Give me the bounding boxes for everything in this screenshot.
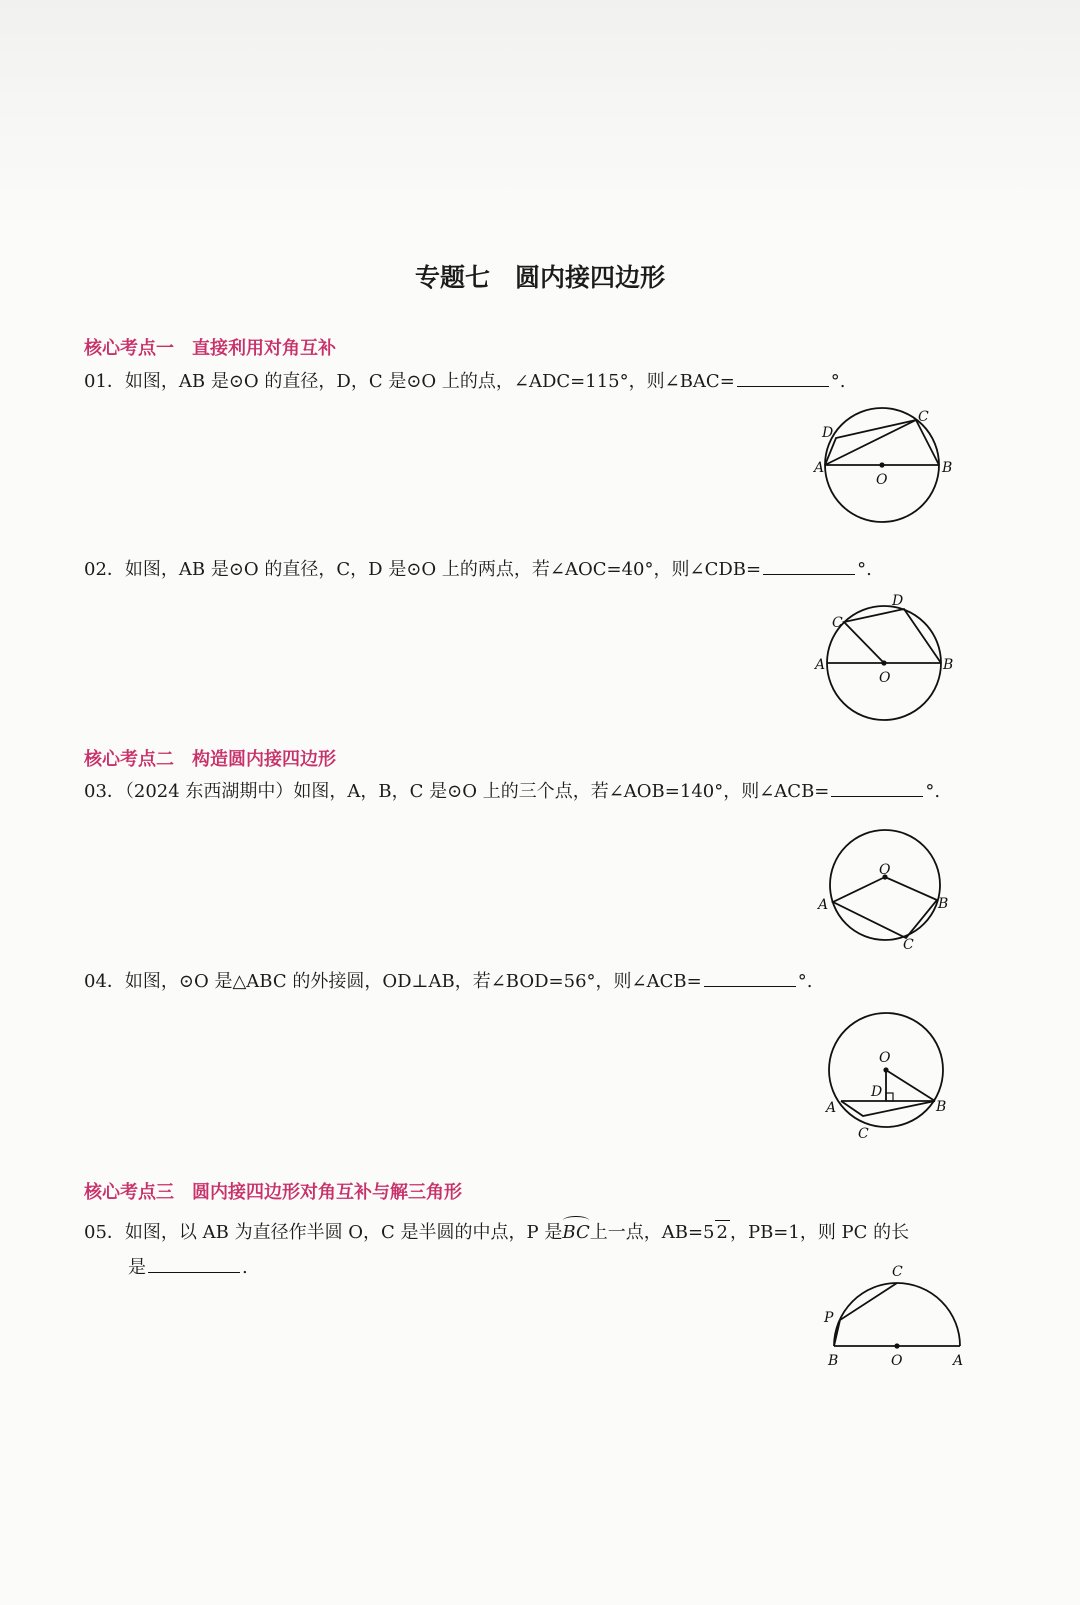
- figure-03: [815, 825, 960, 955]
- question-01: [84, 368, 846, 394]
- question-text-end: °.: [925, 781, 941, 802]
- question-04: [84, 968, 812, 994]
- question-02: [84, 556, 872, 582]
- label-a: A: [826, 1100, 837, 1116]
- question-05: [84, 1220, 909, 1245]
- semicircle-arc: [834, 1283, 960, 1346]
- label-o: O: [879, 862, 891, 878]
- label-c: C: [892, 1264, 903, 1280]
- quadrilateral-oacb: [833, 877, 937, 938]
- answer-blank[interactable]: [148, 1254, 240, 1273]
- label-o: O: [876, 472, 888, 488]
- answer-blank[interactable]: [763, 556, 855, 575]
- segments-bpc: [834, 1283, 897, 1346]
- question-text-cont: 是: [128, 1257, 146, 1278]
- question-number: 03．: [84, 781, 125, 802]
- label-b: B: [938, 896, 949, 912]
- figure-02: [812, 595, 957, 720]
- answer-blank[interactable]: [737, 368, 829, 387]
- label-c: C: [832, 615, 843, 631]
- question-number: 01．: [84, 371, 125, 392]
- label-p: P: [824, 1310, 834, 1326]
- section-3-heading: 核心考点三 圆内接四边形对角互补与解三角形: [84, 1182, 462, 1203]
- label-d: D: [871, 1084, 883, 1100]
- figure-01: [812, 405, 957, 530]
- figure-04: [815, 1012, 960, 1147]
- center-point: [879, 462, 884, 467]
- question-number: 05．: [84, 1222, 125, 1243]
- sqrt-value: 2: [716, 1222, 728, 1243]
- label-b: B: [942, 460, 953, 476]
- question-text: 如图，以 AB 为直径作半圆 O，C 是半圆的中点，P 是: [124, 1222, 563, 1243]
- scan-faded-header: [0, 0, 1080, 230]
- label-a: A: [814, 460, 825, 476]
- question-text: 如图，⊙O 是△ABC 的外接圆，OD⊥AB，若∠BOD=56°，则∠ACB=: [124, 971, 702, 992]
- label-c: C: [918, 409, 929, 425]
- question-05-cont: [128, 1254, 248, 1280]
- question-text-mid: 上一点，AB=5: [589, 1222, 715, 1243]
- label-o: O: [891, 1353, 903, 1369]
- question-03: [84, 778, 940, 804]
- question-number: 02．: [84, 559, 125, 580]
- right-angle-mark: [886, 1093, 893, 1101]
- question-text: （2024 东西湖期中）如图，A，B，C 是⊙O 上的三个点，若∠AOB=140°，则∠ACB=: [124, 781, 830, 802]
- label-o: O: [879, 1050, 891, 1066]
- question-number: 04．: [84, 971, 125, 992]
- question-text: 如图，AB 是⊙O 的直径，D，C 是⊙O 上的点，∠ADC=115°，则∠BAC=: [124, 371, 735, 392]
- label-a: A: [818, 897, 829, 913]
- segments-acb: [841, 1101, 935, 1116]
- question-text-end: .: [242, 1257, 248, 1278]
- section-2-heading: 核心考点二 构造圆内接四边形: [84, 749, 336, 770]
- center-point: [883, 1067, 888, 1072]
- question-text-end: °.: [797, 971, 813, 992]
- answer-blank[interactable]: [831, 778, 923, 797]
- label-c: C: [903, 937, 914, 953]
- answer-blank[interactable]: [704, 968, 796, 987]
- label-b: B: [943, 657, 954, 673]
- arc-notation: BC: [562, 1222, 590, 1243]
- circle: [830, 830, 940, 940]
- center-point: [881, 660, 886, 665]
- label-d: D: [892, 593, 904, 609]
- page-title: 专题七 圆内接四边形: [414, 263, 665, 292]
- question-text-tail: ，PB=1，则 PC 的长: [729, 1222, 910, 1243]
- quadrilateral-adcb: [825, 420, 939, 465]
- section-1-heading: 核心考点一 直接利用对角互补: [84, 338, 336, 359]
- question-text: 如图，AB 是⊙O 的直径，C，D 是⊙O 上的两点，若∠AOC=40°，则∠CDB=: [124, 559, 762, 580]
- label-a: A: [815, 657, 826, 673]
- polyline-ocdb: [844, 609, 941, 663]
- label-d: D: [822, 425, 834, 441]
- question-text-end: °.: [857, 559, 872, 580]
- label-o: O: [879, 670, 891, 686]
- label-a: A: [953, 1353, 964, 1369]
- label-b: B: [828, 1353, 839, 1369]
- label-b: B: [936, 1099, 947, 1115]
- question-text-end: °.: [830, 371, 846, 392]
- center-point: [894, 1343, 899, 1348]
- figure-05: [812, 1262, 972, 1372]
- label-c: C: [858, 1126, 869, 1142]
